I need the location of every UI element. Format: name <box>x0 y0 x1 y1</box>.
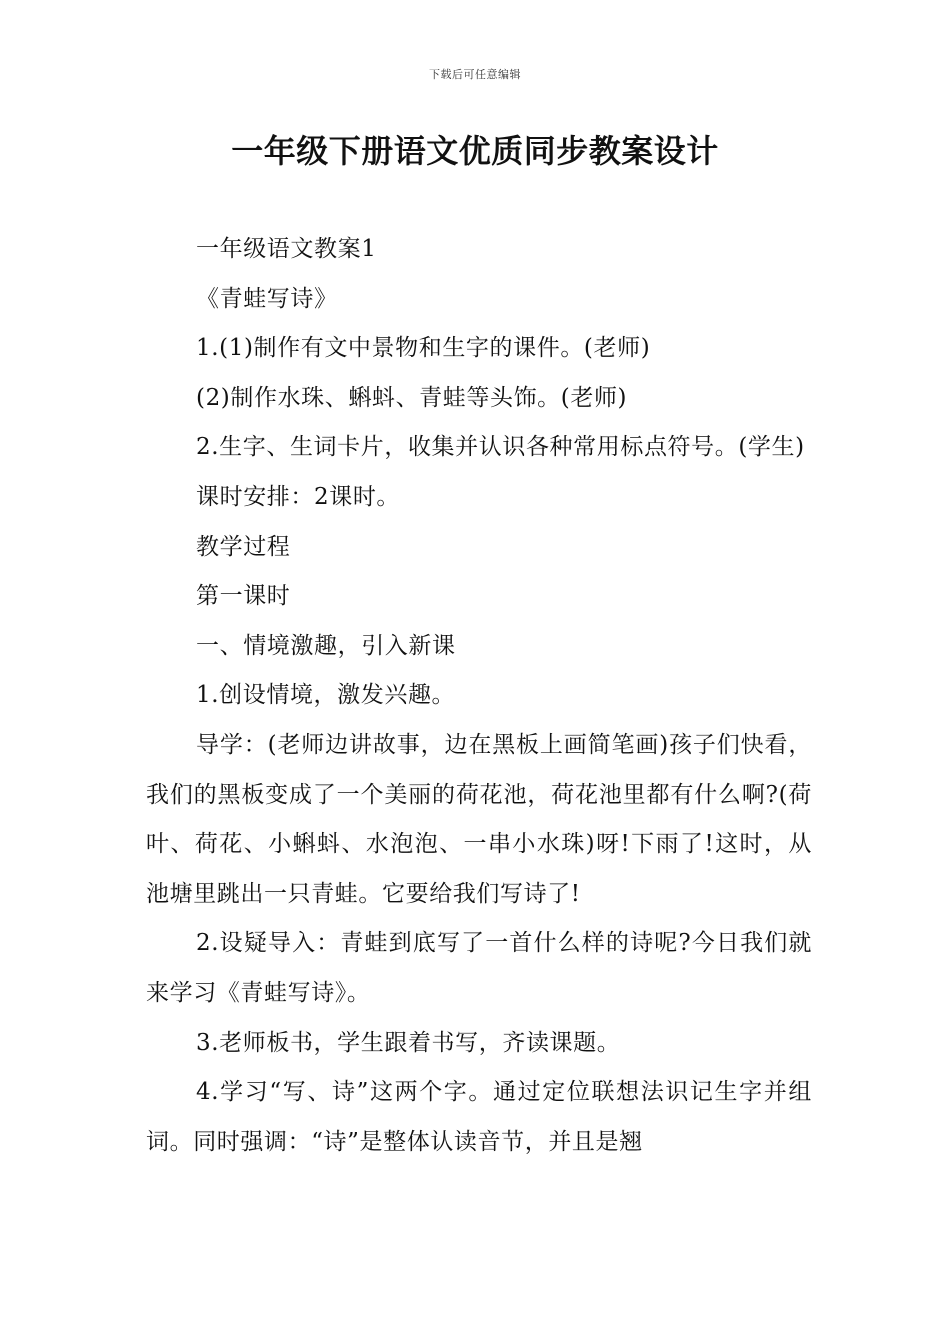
document-body <box>146 225 812 1167</box>
paragraph-step-2: 2.设疑导入：青蛙到底写了一首什么样的诗呢?今日我们就来学习《青蛙写诗》。 <box>146 930 812 1006</box>
header-note: 下载后可任意编辑 <box>429 68 521 81</box>
document-title: 一年级下册语文优质同步教案设计 <box>231 132 719 170</box>
paragraph-grade-heading: 一年级语文教案1 <box>196 236 377 262</box>
paragraph-prep-2: (2)制作水珠、蝌蚪、青蛙等头饰。(老师) <box>196 384 628 411</box>
paragraph-prep-1: 1.(1)制作有文中景物和生字的课件。(老师) <box>196 335 651 362</box>
paragraph-process-heading: 教学过程 <box>196 533 291 560</box>
paragraph-lesson-title: 《青蛙写诗》 <box>196 285 338 312</box>
paragraph-step-3: 3.老师板书，学生跟着书写，齐读课题。 <box>196 1029 621 1056</box>
paragraph-prep-3: 2.生字、生词卡片，收集并认识各种常用标点符号。(学生) <box>196 434 805 461</box>
paragraph-schedule: 课时安排：2课时。 <box>196 483 401 510</box>
paragraph-first-lesson: 第一课时 <box>196 583 291 610</box>
paragraph-step-4: 4.学习“写、诗”这两个字。通过定位联想法识记生字并组词。同时强调：“诗”是整体认读音节，并且是翘 <box>146 1079 812 1155</box>
paragraph-section-one: 一、情境激趣，引入新课 <box>196 632 456 659</box>
paragraph-step-1: 1.创设情境，激发兴趣。 <box>196 682 456 709</box>
paragraph-guide: 导学：(老师边讲故事，边在黑板上画简笔画)孩子们快看，我们的黑板变成了一个美丽的荷花池，荷花池里都有什么啊?(荷叶、荷花、小蝌蚪、水泡泡、一串小水珠)呀!下雨了!这时，从池塘里跳出一只青蛙。它要给我们写诗了! <box>146 731 812 907</box>
